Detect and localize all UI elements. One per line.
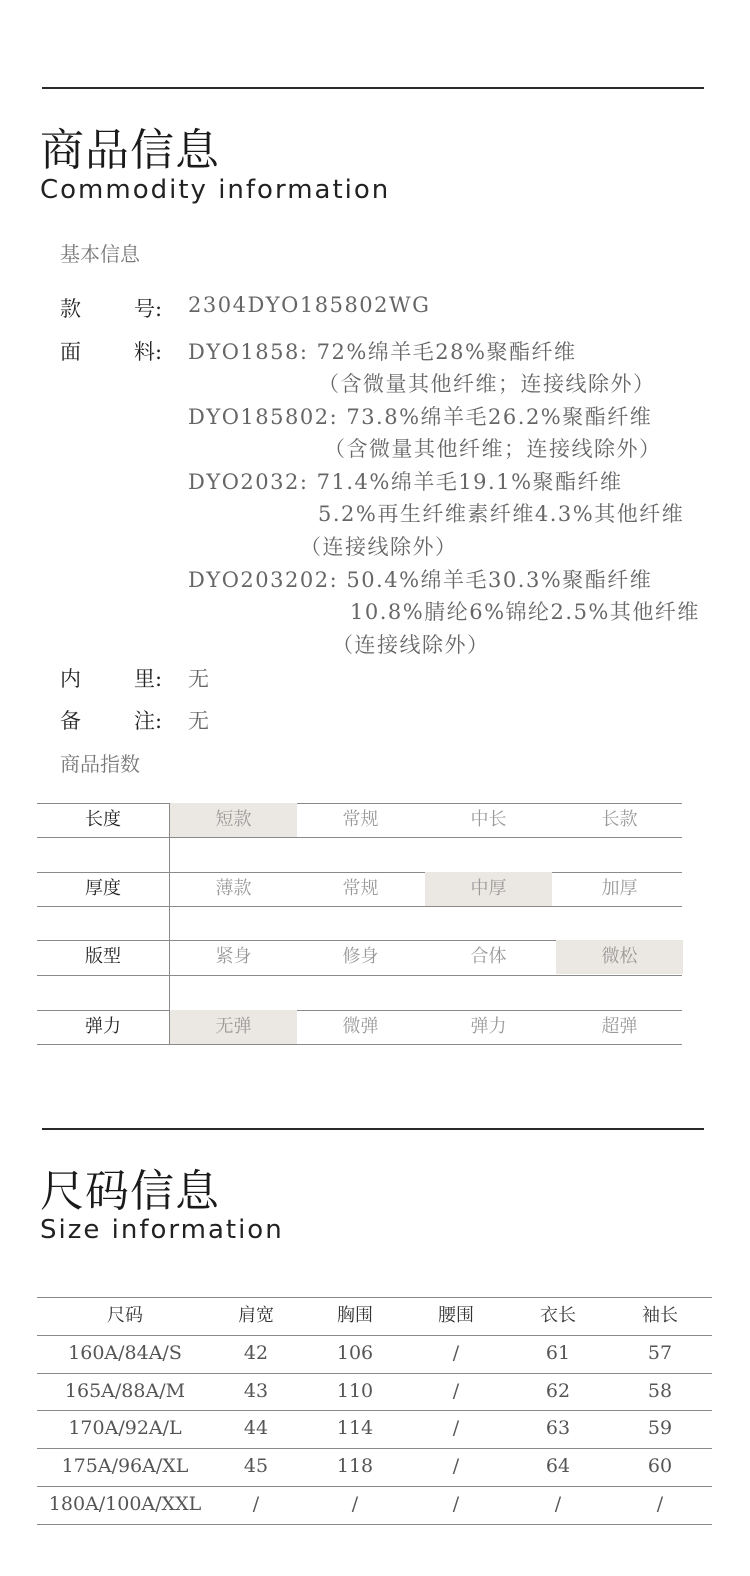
remark-key-2: 注: bbox=[134, 709, 163, 733]
size-header-cell: 胸围 bbox=[337, 1305, 373, 1326]
index-table-rule bbox=[37, 906, 682, 907]
fabric-line: DYO185802: 73.8%绵羊毛26.2%聚酯纤维 bbox=[188, 405, 653, 429]
fabric-line: DYO203202: 50.4%绵羊毛30.3%聚酯纤维 bbox=[188, 568, 653, 592]
size-cell: 118 bbox=[336, 1455, 374, 1477]
fabric-line: 5.2%再生纤维素纤维4.3%其他纤维 bbox=[318, 502, 685, 526]
index-table-rule bbox=[37, 837, 682, 838]
top-divider bbox=[42, 87, 704, 89]
index-option-selected: 中厚 bbox=[425, 872, 552, 906]
size-cell: / bbox=[452, 1455, 460, 1477]
size-cell: 43 bbox=[243, 1380, 269, 1402]
index-row-label: 厚度 bbox=[85, 878, 121, 899]
size-cell: 165A/88A/M bbox=[64, 1380, 186, 1402]
fabric-line: （连接线除外） bbox=[300, 535, 458, 559]
lining-value: 无 bbox=[188, 667, 211, 691]
size-cell: 180A/100A/XXL bbox=[48, 1493, 202, 1515]
index-table-rule bbox=[37, 975, 682, 976]
size-cell: 42 bbox=[243, 1342, 269, 1364]
size-divider bbox=[42, 1128, 704, 1130]
size-cell: 110 bbox=[336, 1380, 374, 1402]
fabric-line: （含微量其他纤维；连接线除外） bbox=[324, 437, 662, 461]
size-cell: 175A/96A/XL bbox=[61, 1455, 189, 1477]
size-cell: 61 bbox=[545, 1342, 571, 1364]
index-option-selected: 无弹 bbox=[170, 1010, 297, 1044]
index-option-selected: 微松 bbox=[556, 940, 683, 974]
size-header-cell: 袖长 bbox=[642, 1305, 678, 1326]
size-cell: 64 bbox=[545, 1455, 571, 1477]
size-cell: 59 bbox=[647, 1417, 673, 1439]
size-cell: / bbox=[452, 1380, 460, 1402]
style-no-value: 2304DYO185802WG bbox=[188, 293, 431, 317]
index-option: 修身 bbox=[342, 946, 379, 967]
size-cell: / bbox=[656, 1493, 664, 1515]
fabric-line: DYO2032: 71.4%绵羊毛19.1%聚酯纤维 bbox=[188, 470, 623, 494]
size-table-rule bbox=[37, 1524, 712, 1525]
commodity-title-en: Commodity information bbox=[40, 175, 391, 205]
size-cell: / bbox=[554, 1493, 562, 1515]
size-cell: 62 bbox=[545, 1380, 571, 1402]
size-cell: / bbox=[452, 1342, 460, 1364]
index-table-divider bbox=[169, 803, 170, 1044]
fabric-line: 10.8%腈纶6%锦纶2.5%其他纤维 bbox=[350, 600, 700, 624]
index-row-label: 版型 bbox=[85, 946, 121, 967]
fabric-key-1: 面 bbox=[60, 340, 81, 364]
size-cell: 106 bbox=[336, 1342, 374, 1364]
size-header-cell: 尺码 bbox=[107, 1305, 143, 1326]
size-cell: 45 bbox=[243, 1455, 269, 1477]
size-cell: 63 bbox=[545, 1417, 571, 1439]
size-cell: 58 bbox=[647, 1380, 673, 1402]
size-cell: 114 bbox=[336, 1417, 374, 1439]
commodity-title-cn: 商品信息 bbox=[40, 125, 220, 176]
style-no-key-1: 款 bbox=[60, 297, 81, 321]
index-option: 薄款 bbox=[215, 878, 252, 899]
index-option: 中长 bbox=[470, 809, 507, 830]
index-option: 常规 bbox=[342, 878, 379, 899]
size-header-cell: 衣长 bbox=[540, 1305, 576, 1326]
size-header-cell: 肩宽 bbox=[238, 1305, 274, 1326]
index-option: 加厚 bbox=[601, 878, 638, 899]
lining-key-1: 内 bbox=[60, 667, 81, 691]
size-title-en: Size information bbox=[40, 1215, 284, 1245]
size-cell: 170A/92A/L bbox=[68, 1417, 182, 1439]
index-option-selected: 短款 bbox=[170, 803, 297, 837]
style-no-key-2: 号: bbox=[134, 297, 163, 321]
index-option: 超弹 bbox=[601, 1016, 638, 1037]
index-row-label: 长度 bbox=[85, 809, 121, 830]
index-label: 商品指数 bbox=[60, 752, 140, 776]
size-cell: 160A/84A/S bbox=[68, 1342, 182, 1364]
size-header-cell: 腰围 bbox=[438, 1305, 474, 1326]
remark-value: 无 bbox=[188, 709, 211, 733]
index-option: 合体 bbox=[470, 946, 507, 967]
size-cell: / bbox=[452, 1417, 460, 1439]
index-table-rule bbox=[37, 1044, 682, 1045]
basic-info-label: 基本信息 bbox=[60, 242, 140, 266]
size-title-cn: 尺码信息 bbox=[40, 1166, 220, 1217]
index-option: 微弹 bbox=[342, 1016, 379, 1037]
fabric-line: （连接线除外） bbox=[332, 633, 490, 657]
lining-key-2: 里: bbox=[134, 667, 163, 691]
size-cell: 44 bbox=[243, 1417, 269, 1439]
index-option: 常规 bbox=[342, 809, 379, 830]
size-cell: 60 bbox=[647, 1455, 673, 1477]
index-option: 紧身 bbox=[215, 946, 252, 967]
size-cell: 57 bbox=[647, 1342, 673, 1364]
size-cell: / bbox=[252, 1493, 260, 1515]
remark-key-1: 备 bbox=[60, 709, 81, 733]
index-option: 弹力 bbox=[470, 1016, 507, 1037]
size-cell: / bbox=[351, 1493, 359, 1515]
fabric-key-2: 料: bbox=[134, 340, 163, 364]
fabric-line: DYO1858: 72%绵羊毛28%聚酯纤维 bbox=[188, 340, 577, 364]
index-row-label: 弹力 bbox=[85, 1016, 121, 1037]
index-option: 长款 bbox=[601, 809, 638, 830]
size-cell: / bbox=[452, 1493, 460, 1515]
fabric-line: （含微量其他纤维；连接线除外） bbox=[318, 372, 656, 396]
